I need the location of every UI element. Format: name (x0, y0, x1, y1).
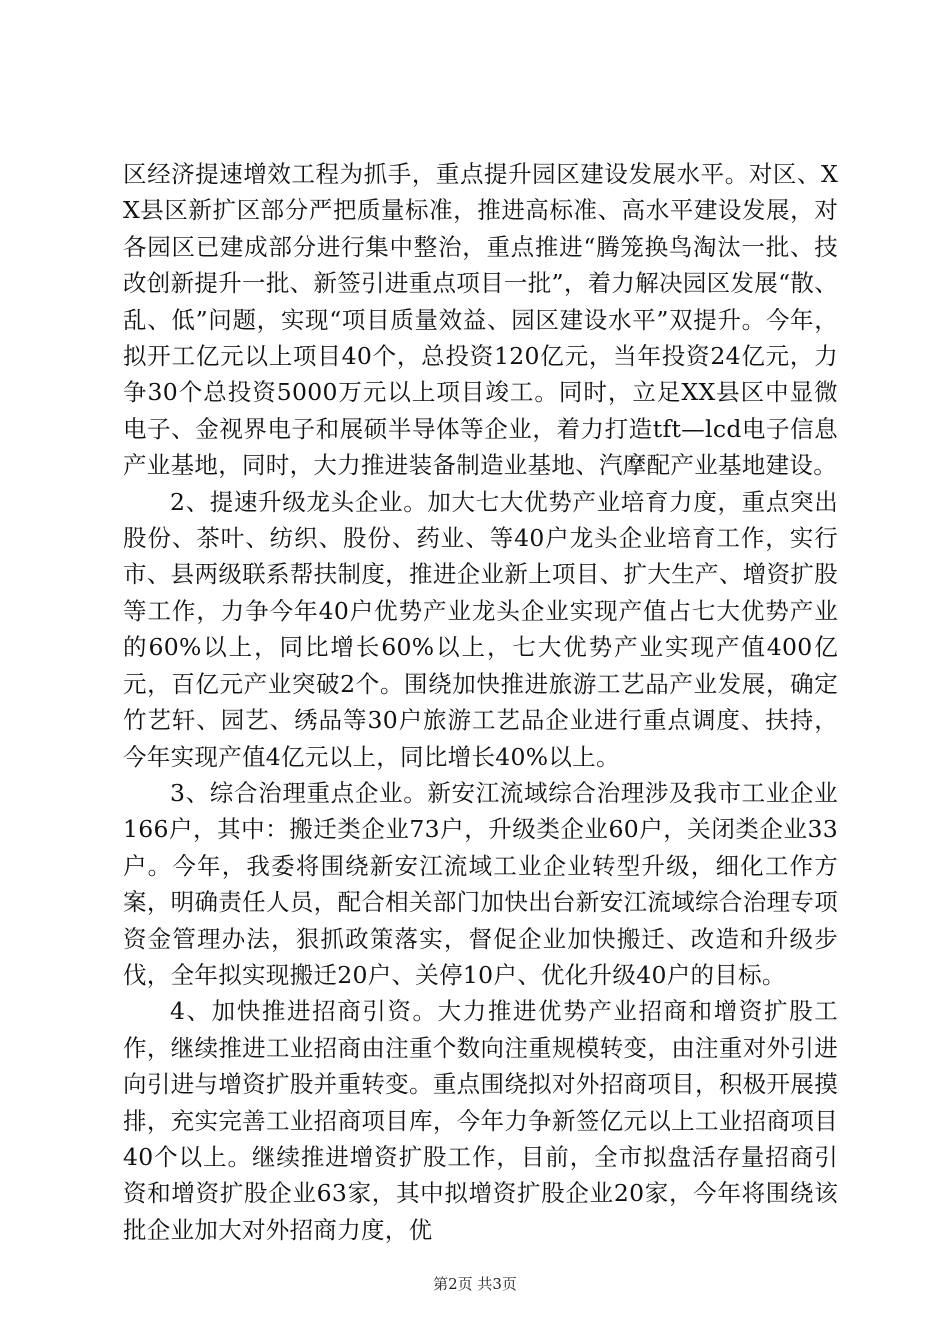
paragraph-continuation: 区经济提速增效工程为抓手，重点提升园区建设发展水平。对区、XX县区新扩区部分严把质量标准，推进高标准、高水平建设发展，对各园区已建成部分进行集中整治，重点推进“腾笼换鸟淘汰一批、技改创新提升一批、新签引进重点项目一批”，着力解决园区发展“散、乱、低”问题，实现“项目质量效益、园区建设水平”双提升。今年，拟开工亿元以上项目40个，总投资120亿元，当年投资24亿元，力争30个总投资5000万元以上项目竣工。同时，立足XX县区中显微电子、金视界电子和展硕半导体等企业，着力打造tft—lcd电子信息产业基地，同时，大力推进装备制造业基地、汽摩配产业基地建设。 (123, 160, 838, 480)
body-text (123, 156, 838, 1248)
paragraph-item-2: 2、提速升级龙头企业。加大七大优势产业培育力度，重点突出股份、茶叶、纺织、股份、药业、等40户龙头企业培育工作，实行市、县两级联系帮扶制度，推进企业新上项目、扩大生产、增资扩股等工作，力争今年40户优势产业龙头企业实现产值占七大优势产业的60%以上，同比增长60%以上，七大优势产业实现产值400亿元，百亿元产业突破2个。围绕加快推进旅游工艺品产业发展，确定竹艺轩、园艺、绣品等30户旅游工艺品企业进行重点调度、扶持，今年实现产值4亿元以上，同比增长40%以上。 (123, 487, 838, 771)
page-number: 第2页 共3页 (433, 1275, 517, 1293)
paragraph-item-4: 4、加快推进招商引资。大力推进优势产业招商和增资扩股工作，继续推进工业招商由注重个数向注重规模转变，由注重对外引进向引进与增资扩股并重转变。重点围绕拟对外招商项目，积极开展摸排，充实完善工业招商项目库，今年力争新签亿元以上工业招商项目40个以上。继续推进增资扩股工作，目前，全市拟盘活存量招商引资和增资扩股企业63家，其中拟增资扩股企业20家，今年将围绕该批企业加大对外招商力度，优 (123, 997, 838, 1244)
paragraph-item-3: 3、综合治理重点企业。新安江流域综合治理涉及我市工业企业166户，其中：搬迁类企业73户，升级类企业60户，关闭类企业33户。今年，我委将围绕新安江流域工业企业转型升级，细化工作方案，明确责任人员，配合相关部门加快出台新安江流域综合治理专项资金管理办法，狠抓政策落实，督促企业加快搬迁、改造和升级步伐，全年拟实现搬迁20户、关停10户、优化升级40户的目标。 (123, 778, 838, 989)
page-footer (0, 1274, 950, 1294)
